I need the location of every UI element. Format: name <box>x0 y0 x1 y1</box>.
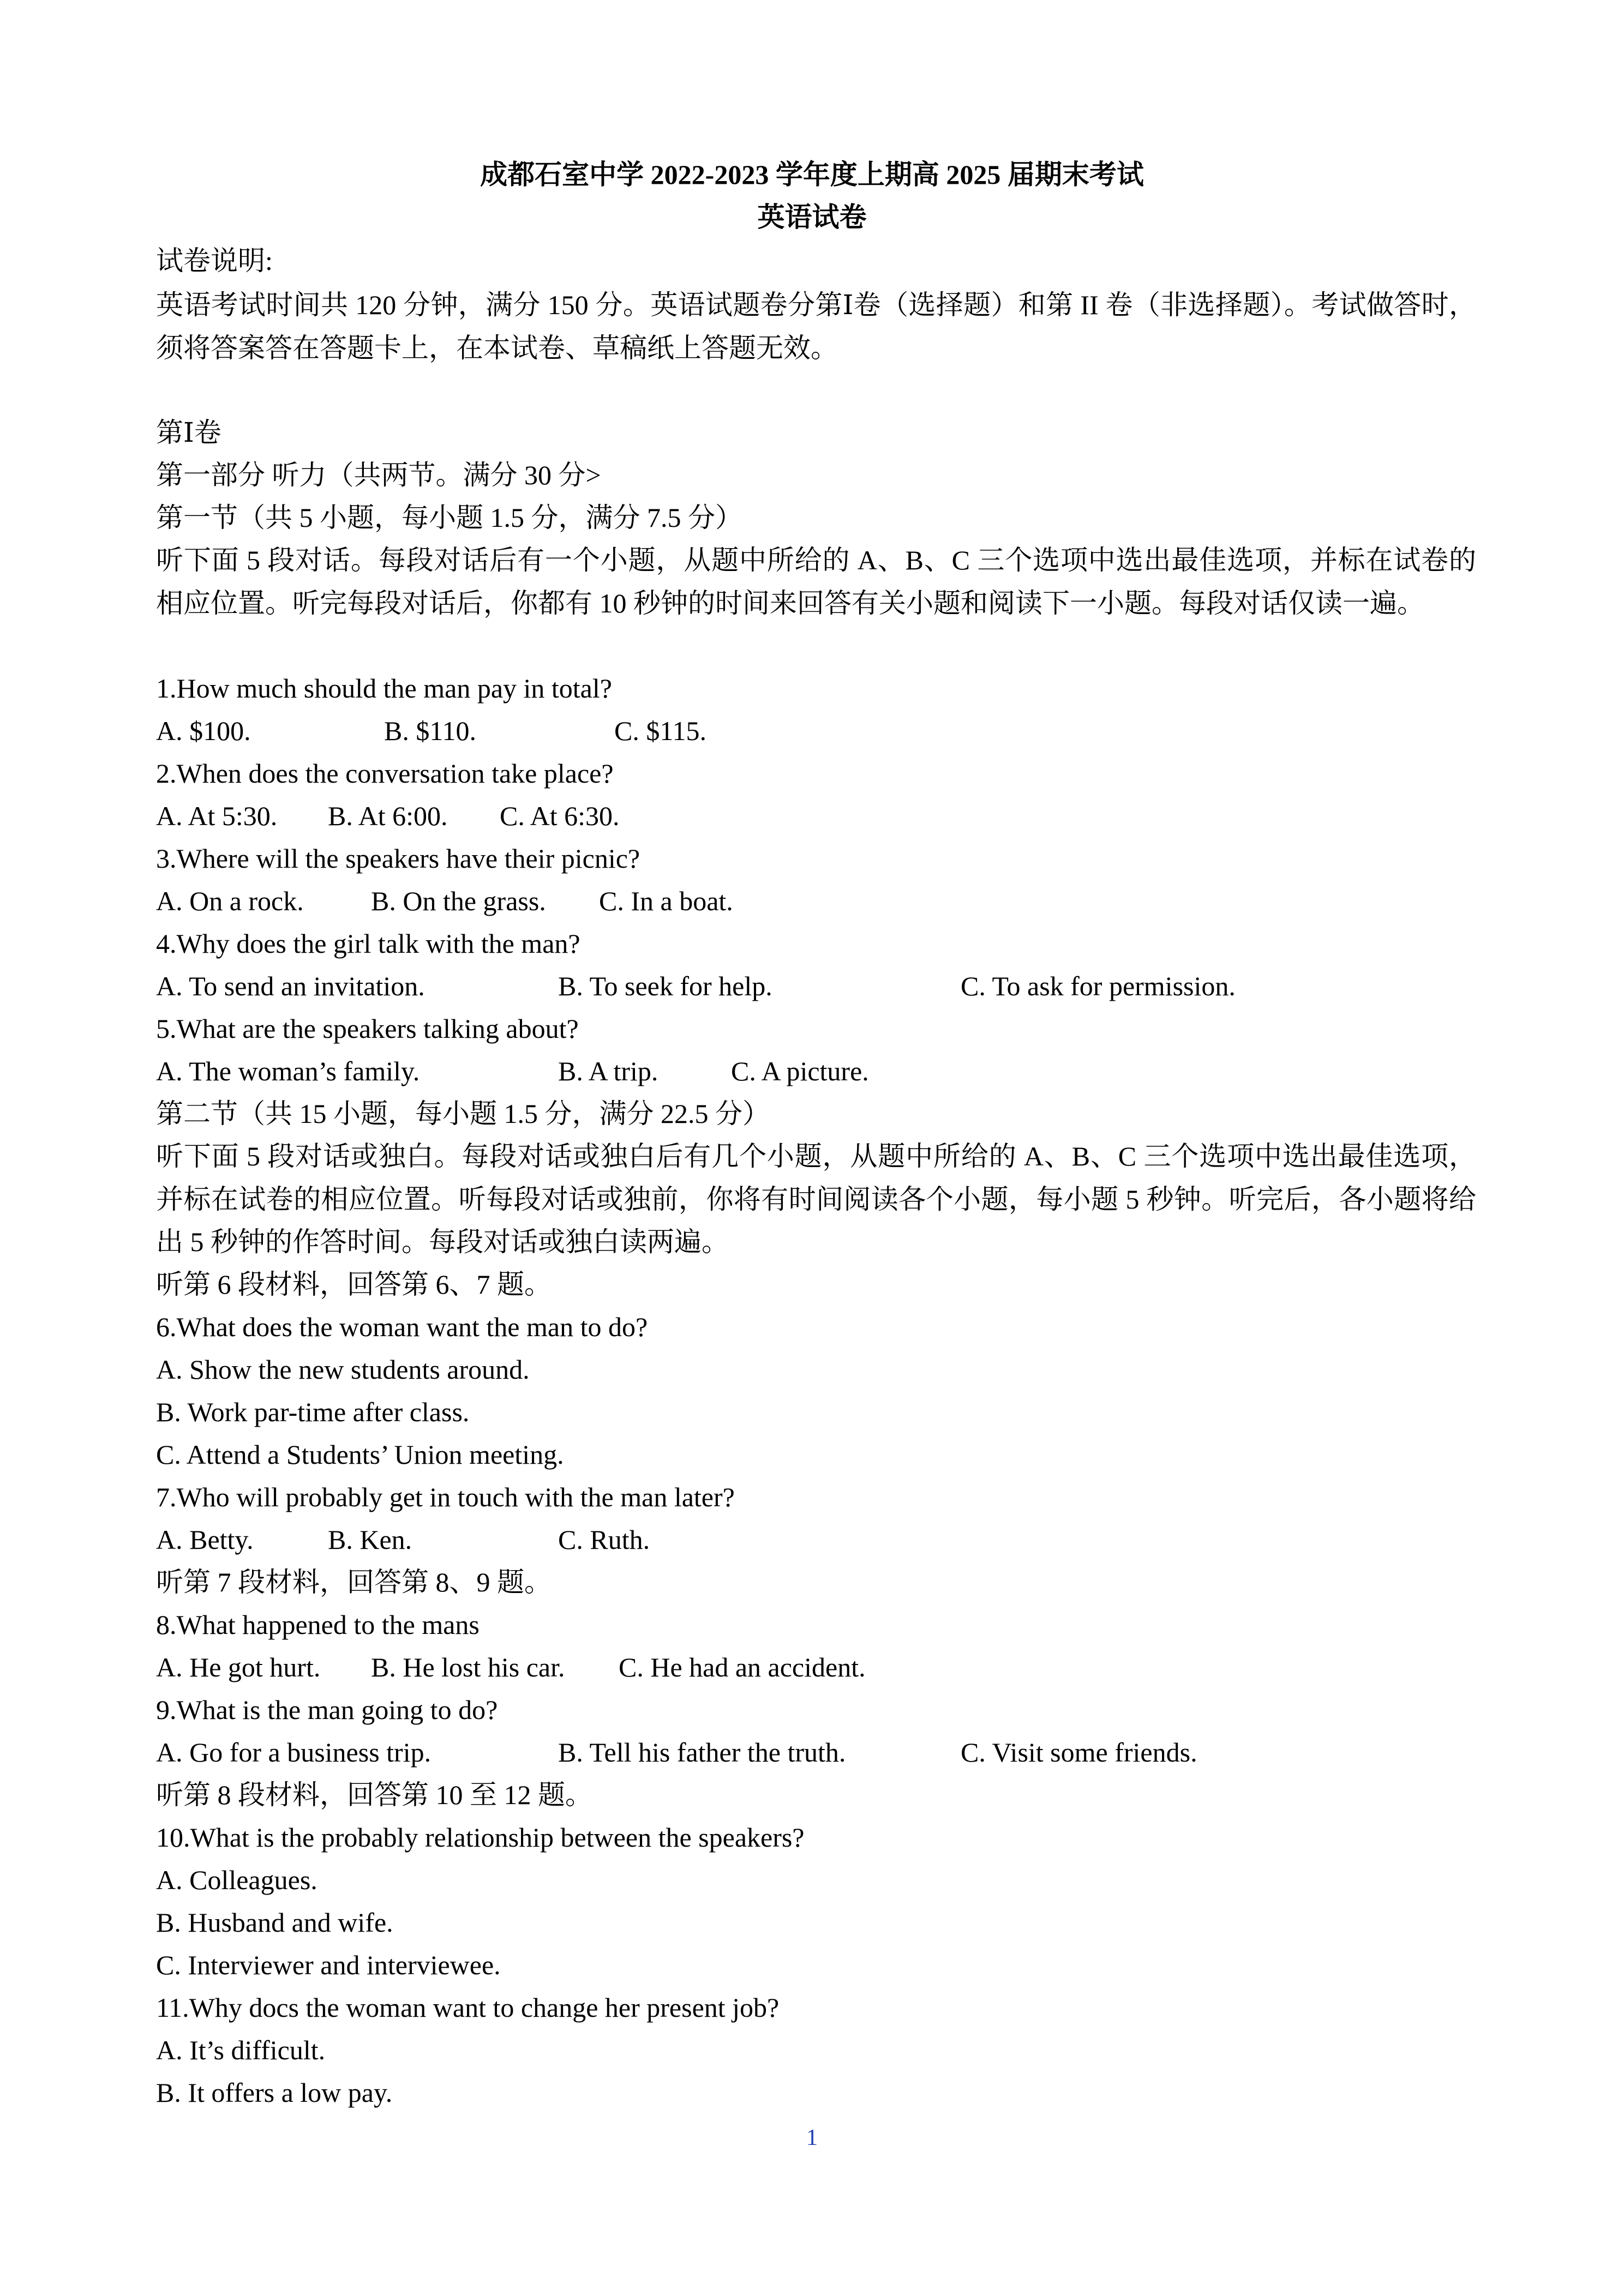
question-8-stem: 8.What happened to the mans <box>156 1609 480 1640</box>
question-8-option-c: C. He had an accident. <box>619 1652 866 1682</box>
question-1-stem: 1.How much should the man pay in total? <box>156 673 612 704</box>
section2-directions: 听下面 5 段对话或独白。每段对话或独白后有几个小题，从题中所给的 A、B、C 三个选项中选出最佳选项，并标在试卷的相应位置。听每段对话或独前，你将有时间阅读各个小题，每小题 5 秒钟。听完后，各小题将给出 5 秒钟的作答时间。每段对话或独白读两遍。 <box>156 1141 1476 1257</box>
question-10-option-b: B. Husband and wife. <box>156 1907 393 1938</box>
question-8-option-b: B. He lost his car. <box>371 1652 565 1682</box>
page-number: 1 <box>806 2125 818 2150</box>
part1-heading: 第一部分 听力（共两节。满分 30 分> <box>156 460 601 490</box>
question-5-option-c: C. A picture. <box>731 1056 869 1086</box>
material-6-label: 听第 6 段材料，回答第 6、7 题。 <box>156 1269 552 1300</box>
question-7-option-b: B. Ken. <box>328 1524 412 1555</box>
question-3-stem: 3.Where will the speakers have their picnic? <box>156 843 640 874</box>
question-2-option-c: C. At 6:30. <box>500 801 620 831</box>
instructions-body: 英语考试时间共 120 分钟，满分 150 分。英语试题卷分第Ⅰ卷（选择题）和第 II 卷（非选择题）。考试做答时，须将答案答在答题卡上，在本试卷、草稿纸上答题无效。 <box>156 290 1476 363</box>
question-4-option-c: C. To ask for permission. <box>961 971 1236 1001</box>
question-4-option-a: A. To send an invitation. <box>156 971 425 1001</box>
question-5-option-b: B. A trip. <box>558 1056 658 1086</box>
question-6-option-a: A. Show the new students around. <box>156 1354 530 1385</box>
question-2-option-a: A. At 5:30. <box>156 801 278 831</box>
question-3-option-c: C. In a boat. <box>599 886 733 916</box>
material-8-label: 听第 8 段材料，回答第 10 至 12 题。 <box>156 1780 592 1810</box>
question-2-option-b: B. At 6:00. <box>328 801 448 831</box>
exam-title: 成都石室中学 2022-2023 学年度上期高 2025 届期末考试 <box>480 159 1144 190</box>
question-10-option-c: C. Interviewer and interviewee. <box>156 1950 501 1980</box>
material-7-label: 听第 7 段材料，回答第 8、9 题。 <box>156 1567 552 1597</box>
question-9-option-a: A. Go for a business trip. <box>156 1737 432 1768</box>
question-6-stem: 6.What does the woman want the man to do? <box>156 1312 648 1342</box>
question-1-option-b: B. $110. <box>384 716 476 746</box>
question-7-stem: 7.Who will probably get in touch with the man later? <box>156 1482 735 1512</box>
question-6-option-c: C. Attend a Students’ Union meeting. <box>156 1439 564 1470</box>
section2-heading: 第二节（共 15 小题，每小题 1.5 分，满分 22.5 分） <box>156 1098 770 1129</box>
question-7-option-a: A. Betty. <box>156 1524 254 1555</box>
question-5-stem: 5.What are the speakers talking about? <box>156 1013 579 1044</box>
question-4-stem: 4.Why does the girl talk with the man? <box>156 928 580 959</box>
question-9-stem: 9.What is the man going to do? <box>156 1694 498 1725</box>
question-3-option-b: B. On the grass. <box>371 886 546 916</box>
question-7-option-c: C. Ruth. <box>558 1524 650 1555</box>
question-4-option-b: B. To seek for help. <box>558 971 772 1001</box>
question-9-option-b: B. Tell his father the truth. <box>558 1737 846 1768</box>
question-10-stem: 10.What is the probably relationship between the speakers? <box>156 1822 805 1853</box>
question-6-option-b: B. Work par-time after class. <box>156 1397 470 1427</box>
question-9-option-c: C. Visit some friends. <box>961 1737 1197 1768</box>
question-1-option-c: C. $115. <box>614 716 706 746</box>
section1-heading: 第一节（共 5 小题，每小题 1.5 分，满分 7.5 分） <box>156 502 742 533</box>
question-2-stem: 2.When does the conversation take place? <box>156 758 614 789</box>
question-5-option-a: A. The woman’s family. <box>156 1056 420 1086</box>
question-8-option-a: A. He got hurt. <box>156 1652 321 1682</box>
question-11-stem: 11.Why docs the woman want to change her present job? <box>156 1992 780 2023</box>
question-3-option-a: A. On a rock. <box>156 886 304 916</box>
question-1-option-a: A. $100. <box>156 716 251 746</box>
section1-directions: 听下面 5 段对话。每段对话后有一个小题，从题中所给的 A、B、C 三个选项中选出最佳选项，并标在试卷的相应位置。听完每段对话后，你都有 10 秒钟的时间来回答有关小题和阅读下一小题。每段对话仅读一遍。 <box>156 545 1476 618</box>
instructions-heading: 试卷说明: <box>156 245 273 276</box>
exam-subtitle: 英语试卷 <box>757 202 867 232</box>
question-10-option-a: A. Colleagues. <box>156 1865 317 1895</box>
question-11-option-b: B. It offers a low pay. <box>156 2077 393 2108</box>
volume-label: 第Ⅰ卷 <box>156 417 221 448</box>
question-11-option-a: A. It’s difficult. <box>156 2035 326 2065</box>
